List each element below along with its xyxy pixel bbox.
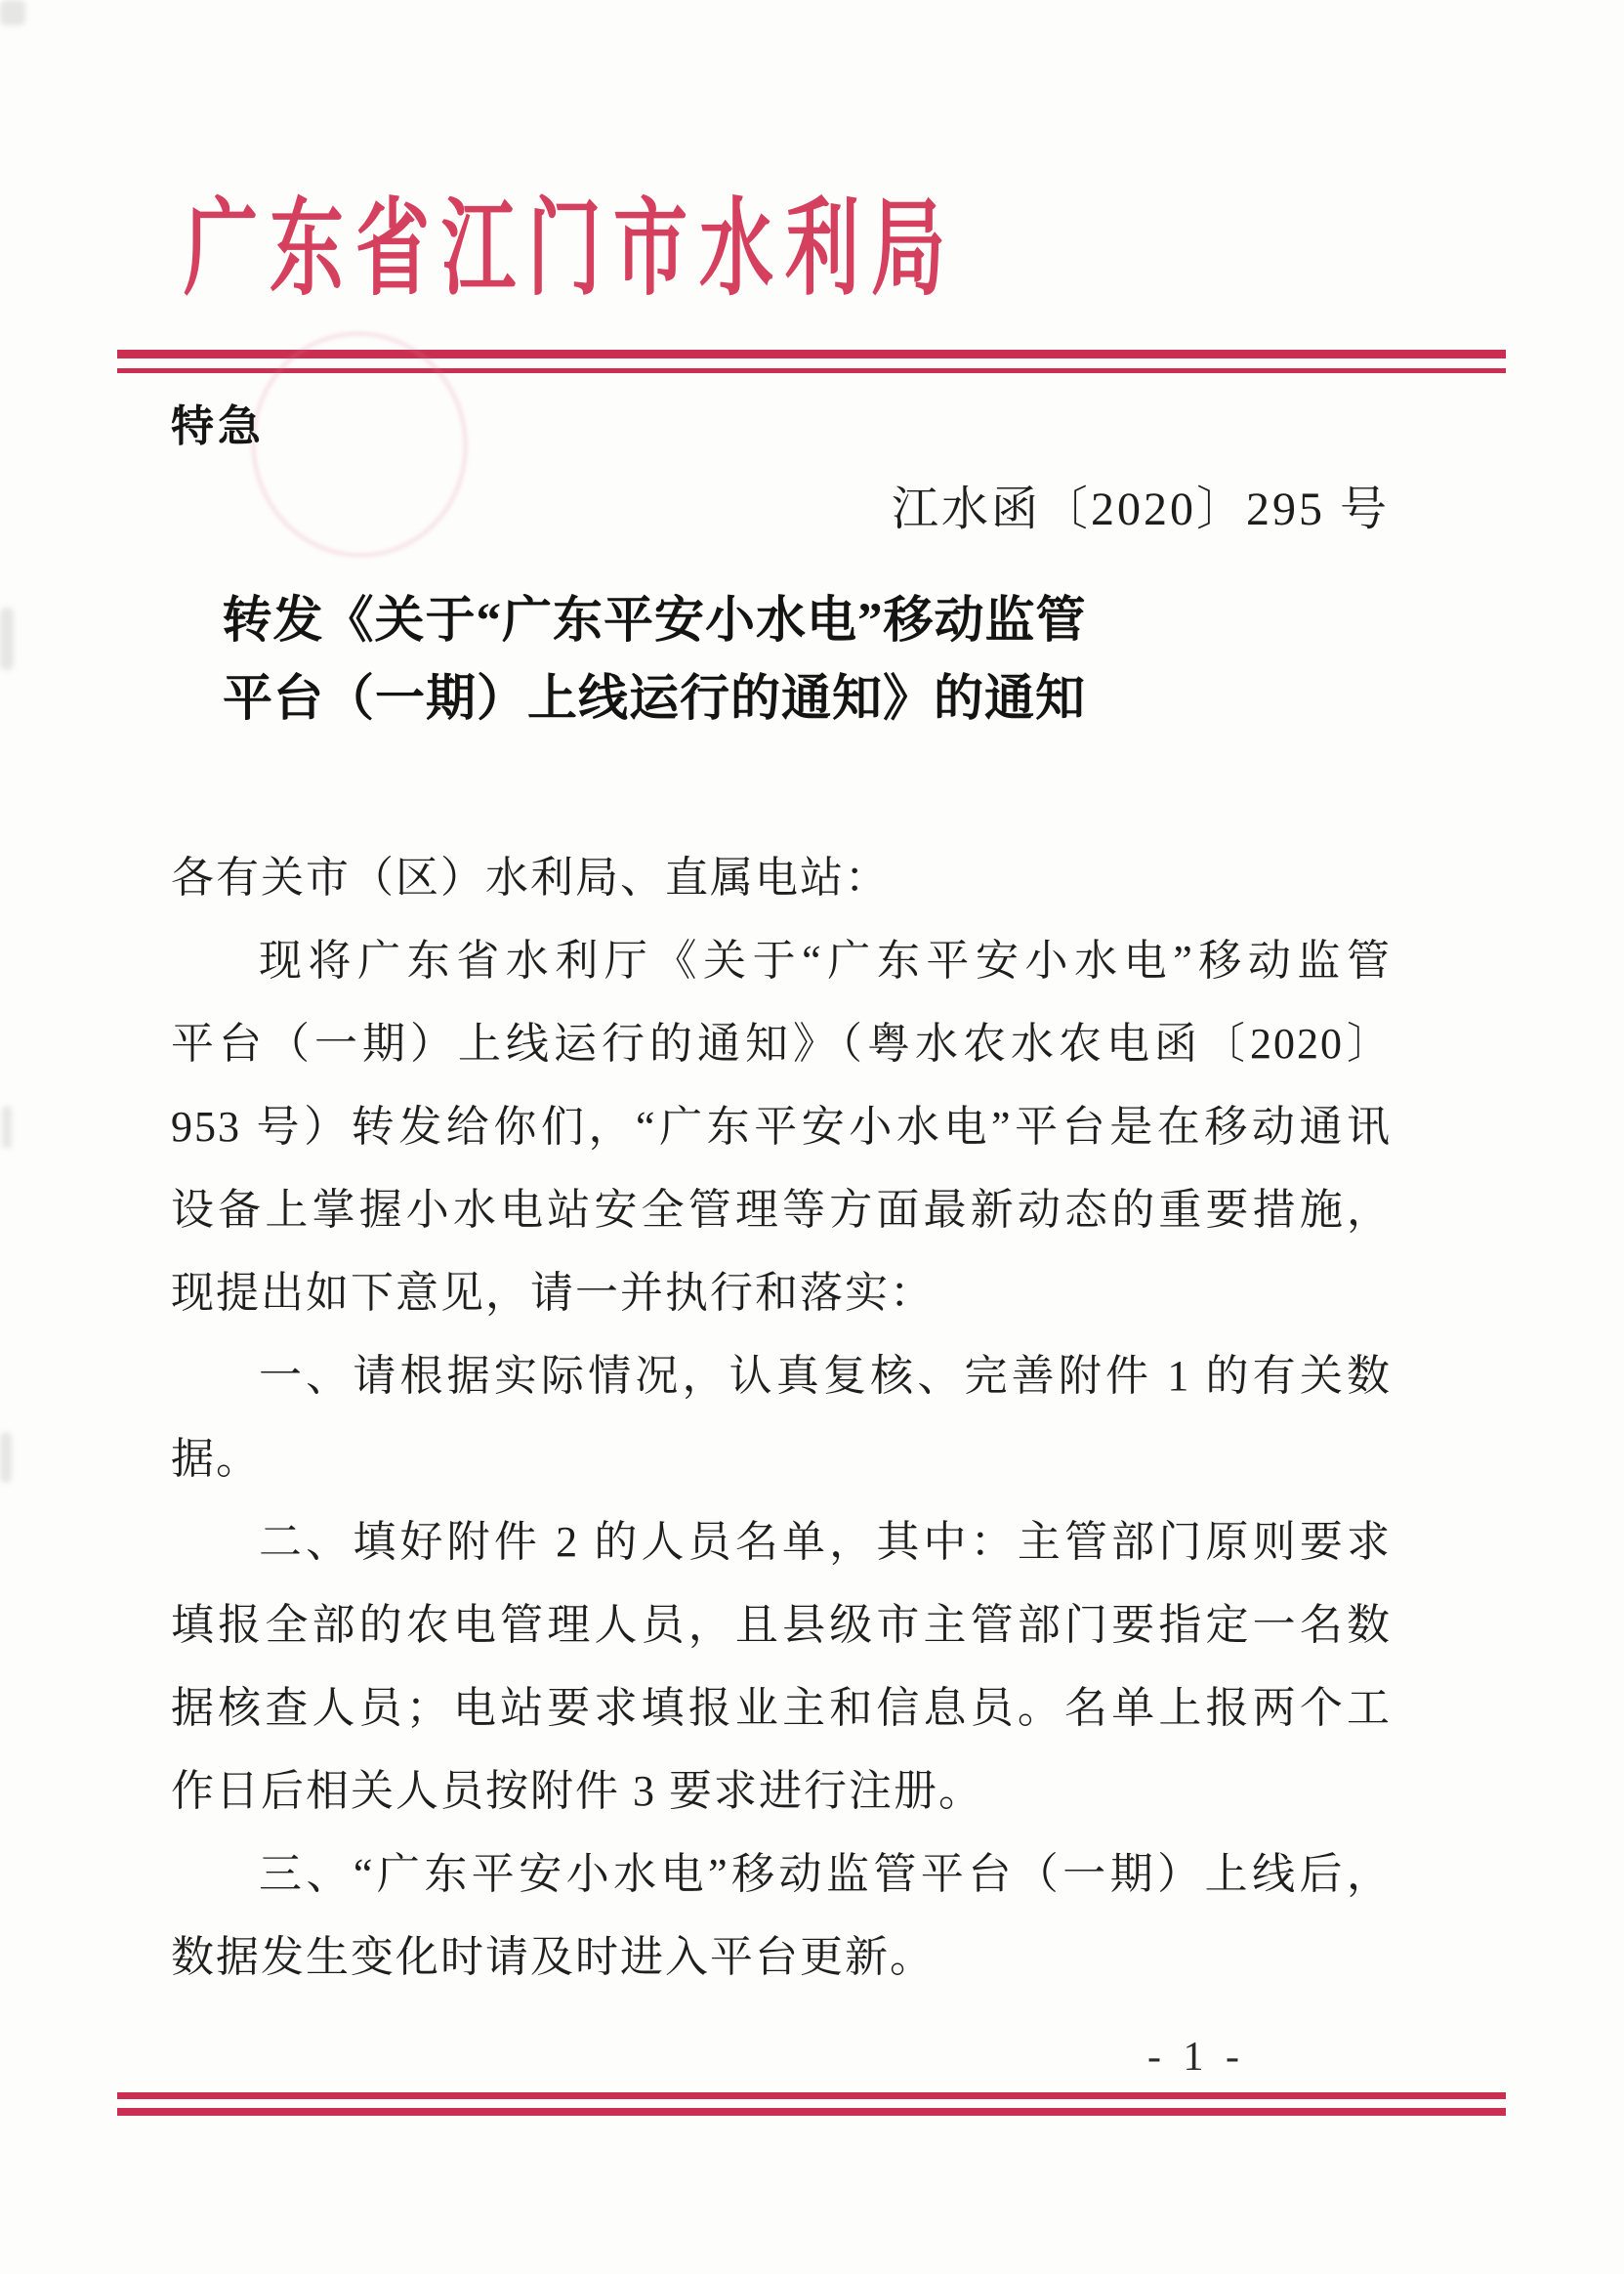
body-line: 953 号）转发给你们，“广东平安小水电”平台是在移动通讯 xyxy=(171,1103,1392,1151)
scan-smudge xyxy=(0,1432,12,1483)
scan-smudge xyxy=(0,0,25,25)
footer-rule-thin xyxy=(117,2092,1506,2099)
scan-smudge xyxy=(0,608,14,670)
page-number: - 1 - xyxy=(1147,2035,1245,2080)
body-line: 平台（一期）上线运行的通知》（粤水农水农电函〔2020〕 xyxy=(171,1020,1392,1068)
document-title-line1: 转发《关于“广东平安小水电”移动监管 xyxy=(222,594,1087,649)
body-line: 二、填好附件 2 的人员名单，其中：主管部门原则要求 xyxy=(259,1518,1392,1566)
letterhead-title: 广东省江门市水利局 xyxy=(184,191,957,309)
body-line: 数据发生变化时请及时进入平台更新。 xyxy=(171,1933,935,1981)
footer-rule-thick xyxy=(117,2108,1506,2116)
body-line: 据。 xyxy=(171,1435,261,1483)
scan-smudge xyxy=(2,1106,12,1149)
document-title xyxy=(186,582,1123,738)
body-text xyxy=(171,836,1392,1999)
body-line: 各有关市（区）水利局、直属电站： xyxy=(171,854,890,902)
body-line: 一、请根据实际情况，认真复核、完善附件 1 的有关数 xyxy=(259,1352,1392,1400)
body-line: 填报全部的农电管理人员，且县级市主管部门要指定一名数 xyxy=(171,1601,1392,1649)
body-line: 据核查人员；电站要求填报业主和信息员。名单上报两个工 xyxy=(171,1684,1392,1732)
body-line: 三、“广东平安小水电”移动监管平台（一期）上线后， xyxy=(259,1850,1392,1898)
document-title-line2: 平台（一期）上线运行的通知》的通知 xyxy=(222,672,1086,727)
body-line: 作日后相关人员按附件 3 要求进行注册。 xyxy=(171,1767,983,1815)
document-number: 江水函〔2020〕295 号 xyxy=(891,484,1390,535)
body-line: 现提出如下意见，请一并执行和落实： xyxy=(171,1269,935,1317)
body-line: 现将广东省水利厅《关于“广东平安小水电”移动监管 xyxy=(259,937,1392,985)
body-line: 设备上掌握小水电站安全管理等方面最新动态的重要措施， xyxy=(171,1186,1392,1234)
urgency-label: 特急 xyxy=(171,402,265,450)
